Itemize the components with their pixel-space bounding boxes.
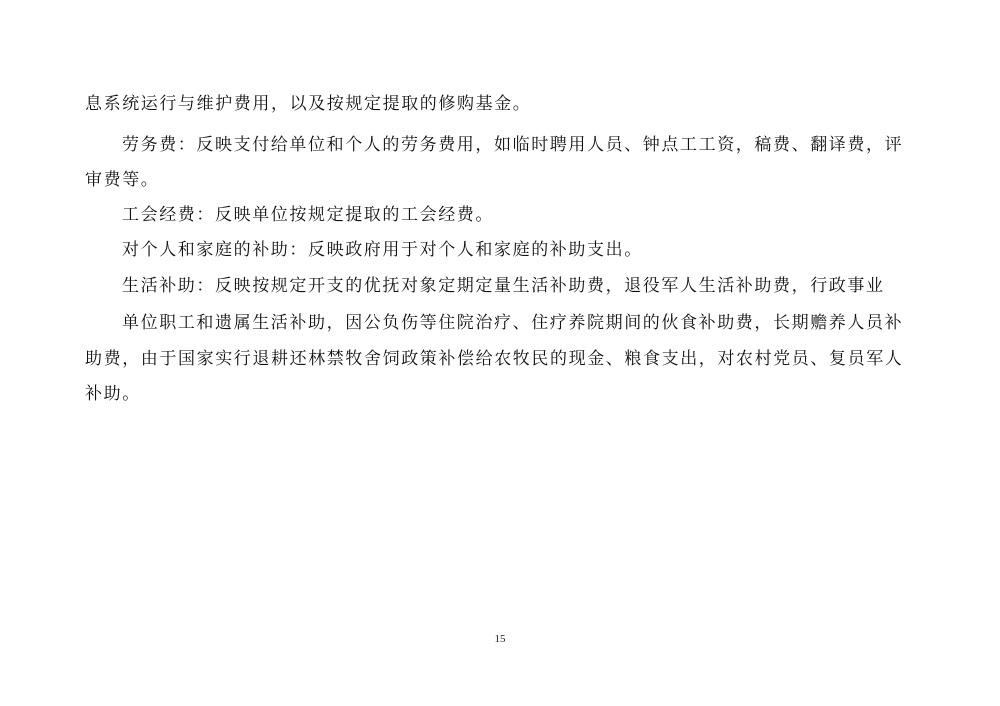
text-line: 生活补助：反映按规定开支的优抚对象定期定量生活补助费，退役军人生活补助费，行政事业: [122, 276, 885, 296]
text-line: 审费等。: [85, 170, 160, 190]
text-line: 对个人和家庭的补助：反映政府用于对个人和家庭的补助支出。: [122, 240, 643, 260]
page-number: 15: [494, 633, 506, 645]
text-line: 补助。: [85, 384, 141, 404]
text-line: 息系统运行与维护费用，以及按规定提取的修购基金。: [85, 94, 532, 114]
text-line: 劳务费：反映支付给单位和个人的劳务费用，如临时聘用人员、钟点工工资，稿费、翻译费，评: [122, 135, 904, 155]
text-line: 单位职工和遗属生活补助，因公负伤等住院治疗、住疗养院期间的伙食补助费，长期赡养人员补: [122, 313, 904, 333]
text-line: 助费，由于国家实行退耕还林禁牧舍饲政策补偿给农牧民的现金、粮食支出，对农村党员、复员军人: [85, 349, 904, 369]
text-line: 工会经费：反映单位按规定提取的工会经费。: [122, 205, 494, 225]
